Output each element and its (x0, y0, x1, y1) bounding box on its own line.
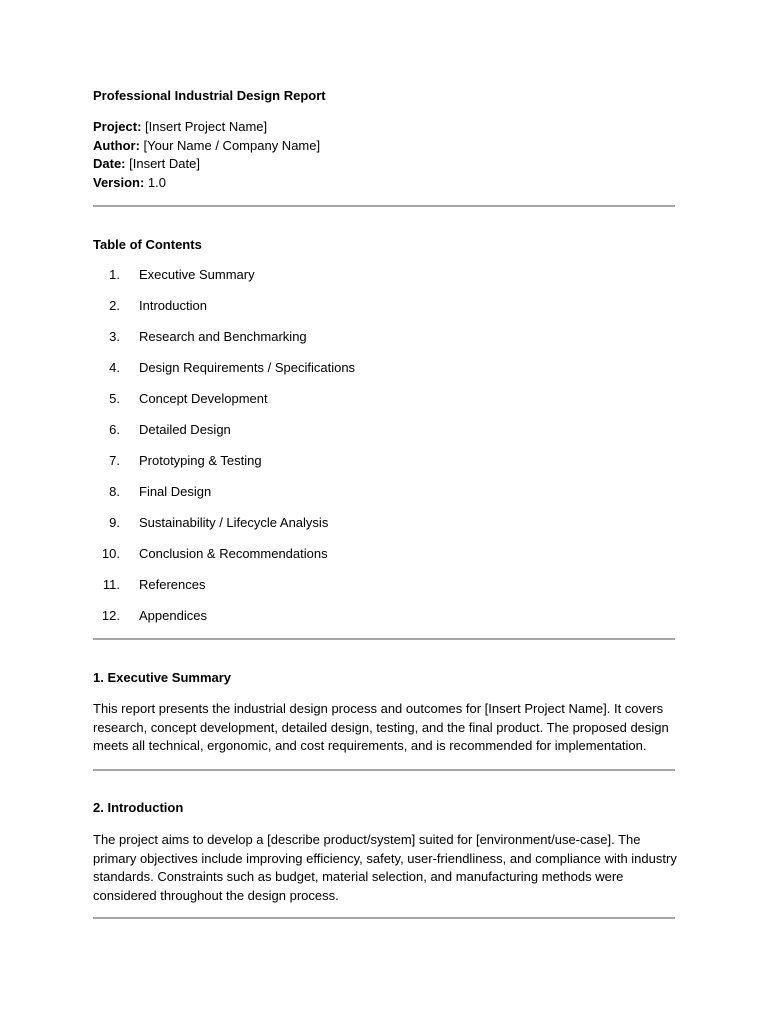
toc-item-number: 8. (109, 484, 120, 499)
toc-item-label: Sustainability / Lifecycle Analysis (139, 515, 329, 530)
toc-item (93, 483, 675, 514)
toc-item-label: Executive Summary (139, 267, 255, 282)
toc-item (93, 266, 675, 297)
divider (93, 205, 675, 207)
document-title: Professional Industrial Design Report (93, 88, 326, 103)
toc-item-label: Prototyping & Testing (139, 453, 262, 468)
divider (93, 638, 675, 640)
meta-project-value: [Insert Project Name] (141, 119, 268, 134)
toc-item-number: 10. (101, 546, 120, 561)
toc-item (93, 576, 675, 607)
toc-item (93, 452, 675, 483)
toc-item-label: Final Design (139, 484, 212, 499)
toc-item-number: 9. (109, 515, 120, 530)
meta-project-key: Project: (93, 119, 142, 134)
toc-item (93, 421, 675, 452)
toc-item (93, 328, 675, 359)
toc-item-label: Introduction (139, 298, 207, 313)
toc-item-number: 12. (101, 608, 120, 623)
toc-item-number: 7. (109, 453, 120, 468)
toc-item-number: 4. (109, 360, 120, 375)
toc-item-label: Appendices (139, 608, 207, 623)
meta-date-value: [Insert Date] (125, 156, 200, 172)
executive-summary-body: This report presents the industrial design process and outcomes for [Insert Project Name]. It covers research, concept development, detailed design, testing, and the final product. The proposed design meets all technical, ergonomic, and cost requirements, and is recommended for implementation. (93, 701, 669, 754)
toc-item-label: Conclusion & Recommendations (139, 546, 328, 561)
meta-version-value: 1.0 (144, 175, 166, 191)
meta-version (93, 174, 320, 193)
document-meta (93, 118, 320, 193)
toc-heading: Table of Contents (93, 237, 202, 252)
toc-item (93, 607, 675, 638)
introduction-heading: 2. Introduction (93, 800, 184, 815)
toc-item-label: Research and Benchmarking (139, 329, 307, 344)
toc-item (93, 297, 675, 328)
toc-item (93, 514, 675, 545)
meta-author-key: Author: (93, 137, 140, 153)
toc-list (93, 266, 675, 638)
toc-item-number: 1. (109, 267, 120, 282)
toc-item (93, 545, 675, 576)
meta-date-key: Date: (93, 156, 126, 172)
toc-item-label: Concept Development (139, 391, 268, 406)
toc-item-number: 3. (109, 329, 120, 344)
toc-item-number: 6. (109, 422, 120, 437)
meta-version-key: Version: (93, 175, 145, 191)
toc-item-label: References (139, 577, 206, 592)
meta-author (93, 137, 320, 156)
toc-item-number: 11. (102, 577, 120, 592)
meta-date (93, 155, 320, 174)
toc-item-number: 2. (109, 298, 120, 313)
introduction-body: The project aims to develop a [describe product/system] suited for [environment/use-case]. The primary objectives include improving efficiency, safety, user-friendliness, and compliance with industry standards. Constraints such as budget, material selection, and manufacturing methods were considered throughout the design process. (93, 832, 677, 904)
meta-author-value: [Your Name / Company Name] (139, 137, 321, 153)
executive-summary-heading: 1. Executive Summary (93, 670, 232, 685)
toc-item-number: 5. (109, 391, 120, 406)
toc-item (93, 359, 675, 390)
divider (93, 769, 675, 771)
toc-item-label: Detailed Design (139, 422, 231, 437)
toc-item-label: Design Requirements / Specifications (139, 360, 356, 375)
toc-item (93, 390, 675, 421)
divider (93, 917, 675, 919)
meta-project (93, 118, 320, 137)
